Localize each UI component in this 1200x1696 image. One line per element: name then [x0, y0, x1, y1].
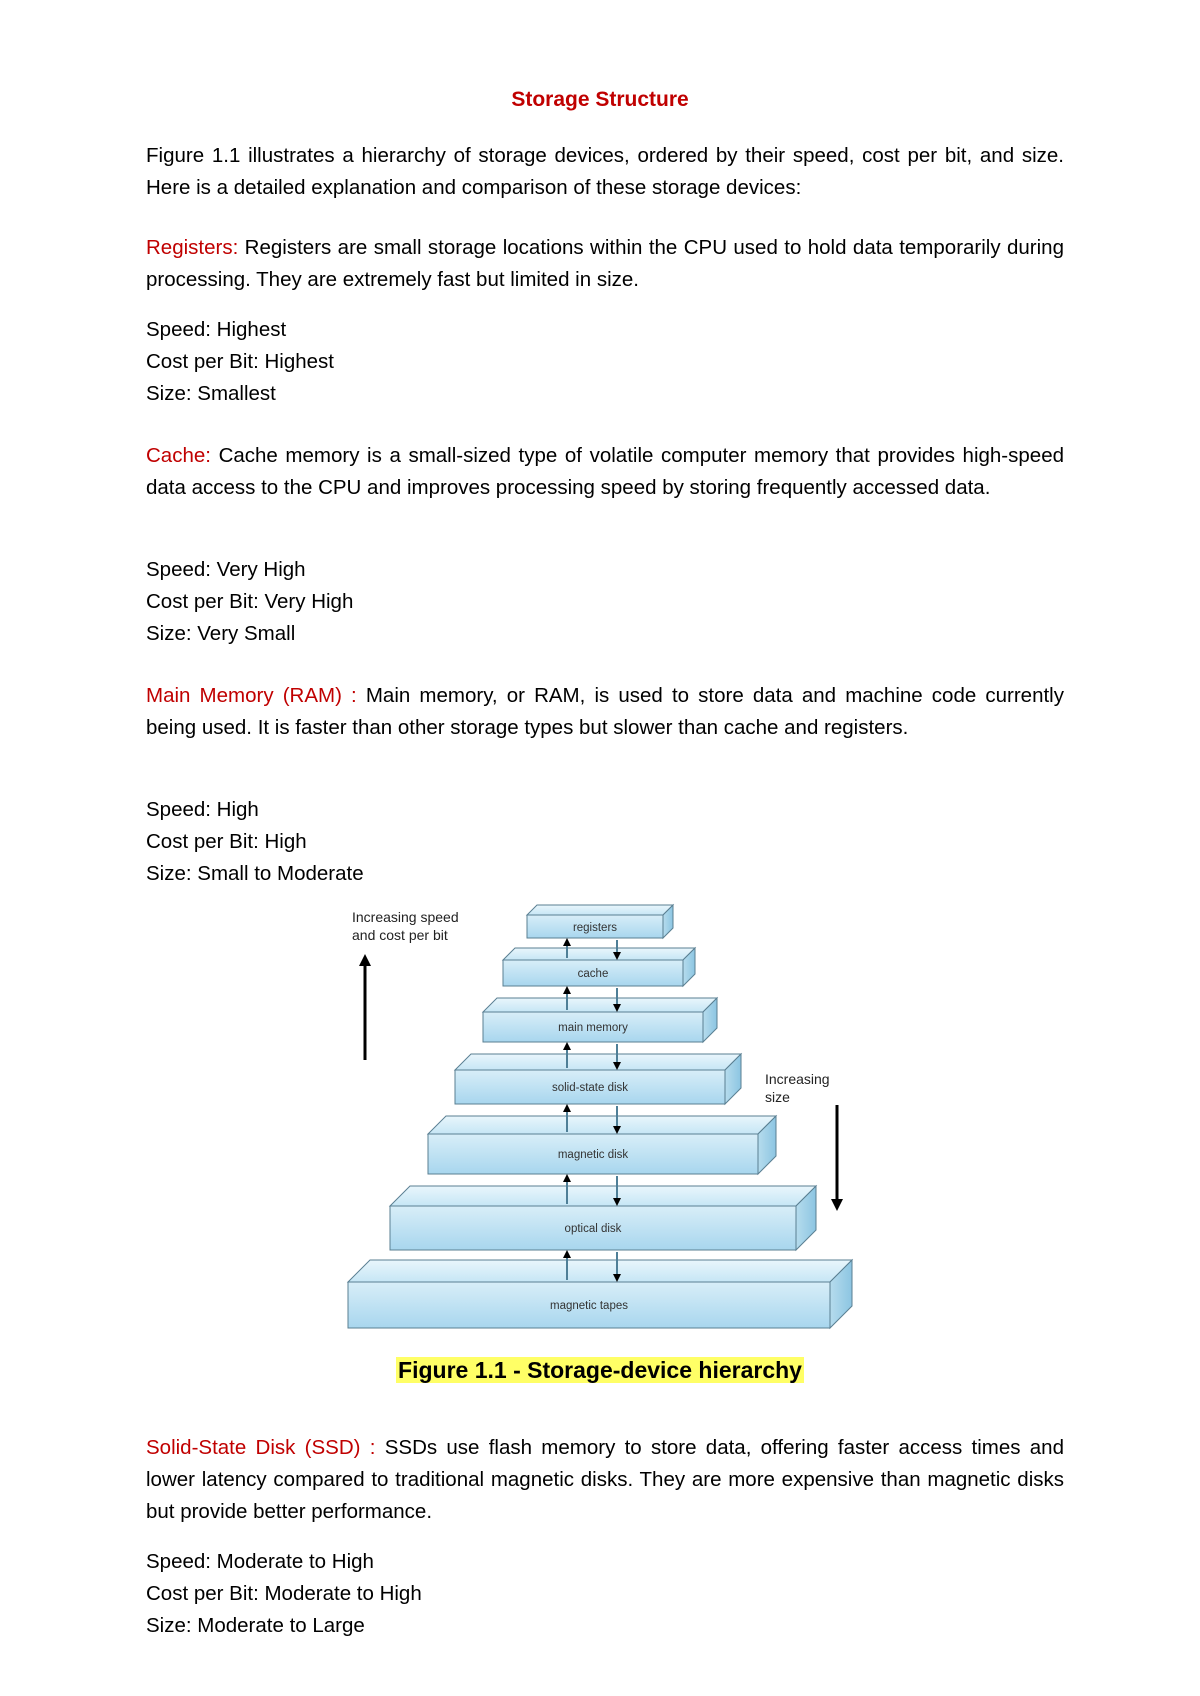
cache-paragraph [146, 440, 1064, 504]
storage-hierarchy-figure [340, 900, 860, 1340]
right-label-line1: Increasing [765, 1071, 830, 1087]
ssd-specs [146, 1546, 1064, 1642]
registers-text: Registers are small storage locations within the CPU used to hold data temporarily during processing. They are extremely fast but limited in size. [146, 236, 1064, 291]
ssd-speed: Speed: Moderate to High [146, 1550, 374, 1573]
ram-text: Main memory, or RAM, is used to store data and machine code currently being used. It is faster than other storage types but slower than cache and registers. [146, 684, 1064, 739]
ram-cost: Cost per Bit: High [146, 830, 307, 853]
ssd-cost: Cost per Bit: Moderate to High [146, 1582, 422, 1605]
cache-size: Size: Very Small [146, 622, 296, 645]
ssd-label: Solid-State Disk (SSD) : [146, 1436, 376, 1459]
cache-cost: Cost per Bit: Very High [146, 590, 354, 613]
level-solid-state-disk [455, 1054, 741, 1104]
level-cache [503, 948, 695, 986]
intro-paragraph: Figure 1.1 illustrates a hierarchy of storage devices, ordered by their speed, cost per bit, and size. Here is a detailed explanation and comparison of these storage devices: [146, 144, 1064, 199]
figure-caption-wrap [0, 1357, 1200, 1384]
cache-specs [146, 554, 1064, 650]
level-magnetic-tapes [348, 1260, 852, 1328]
level-label: magnetic tapes [550, 1300, 628, 1312]
registers-speed: Speed: Highest [146, 318, 287, 341]
left-label-line2: and cost per bit [352, 927, 448, 943]
level-label: solid-state disk [551, 1082, 629, 1094]
level-label: main memory [558, 1022, 628, 1034]
ram-speed: Speed: High [146, 798, 259, 821]
level-registers [527, 905, 673, 938]
cache-speed: Speed: Very High [146, 558, 306, 581]
figure-caption: Figure 1.1 - Storage-device hierarchy [398, 1357, 802, 1383]
level-label: registers [572, 922, 618, 934]
registers-label: Registers: [146, 236, 239, 259]
level-magnetic-disk [428, 1116, 776, 1174]
ram-size: Size: Small to Moderate [146, 862, 364, 885]
registers-cost: Cost per Bit: Highest [146, 350, 334, 373]
ssd-text: SSDs use flash memory to store data, offering faster access times and lower latency compared to traditional magnetic disks. They are more expensive than magnetic disks but provide better performance. [146, 1436, 1064, 1523]
level-label: magnetic disk [557, 1149, 629, 1161]
cache-label: Cache: [146, 444, 211, 467]
level-label: cache [577, 968, 609, 980]
left-label-line1: Increasing speed [352, 909, 459, 925]
level-optical-disk [390, 1186, 816, 1250]
ram-specs [146, 794, 1064, 890]
cache-text: Cache memory is a small-sized type of volatile computer memory that provides high-speed data access to the CPU and improves processing speed by storing frequently accessed data. [146, 444, 1064, 499]
registers-paragraph [146, 232, 1064, 296]
right-label-line2: size [765, 1089, 790, 1105]
ram-paragraph [146, 680, 1064, 744]
registers-specs [146, 314, 1064, 410]
page-title: Storage Structure [511, 88, 689, 111]
ssd-size: Size: Moderate to Large [146, 1614, 365, 1637]
level-label: optical disk [564, 1223, 622, 1235]
registers-size: Size: Smallest [146, 382, 276, 405]
level-main-memory [483, 998, 717, 1042]
ssd-paragraph [146, 1432, 1064, 1528]
ram-label: Main Memory (RAM) : [146, 684, 357, 707]
